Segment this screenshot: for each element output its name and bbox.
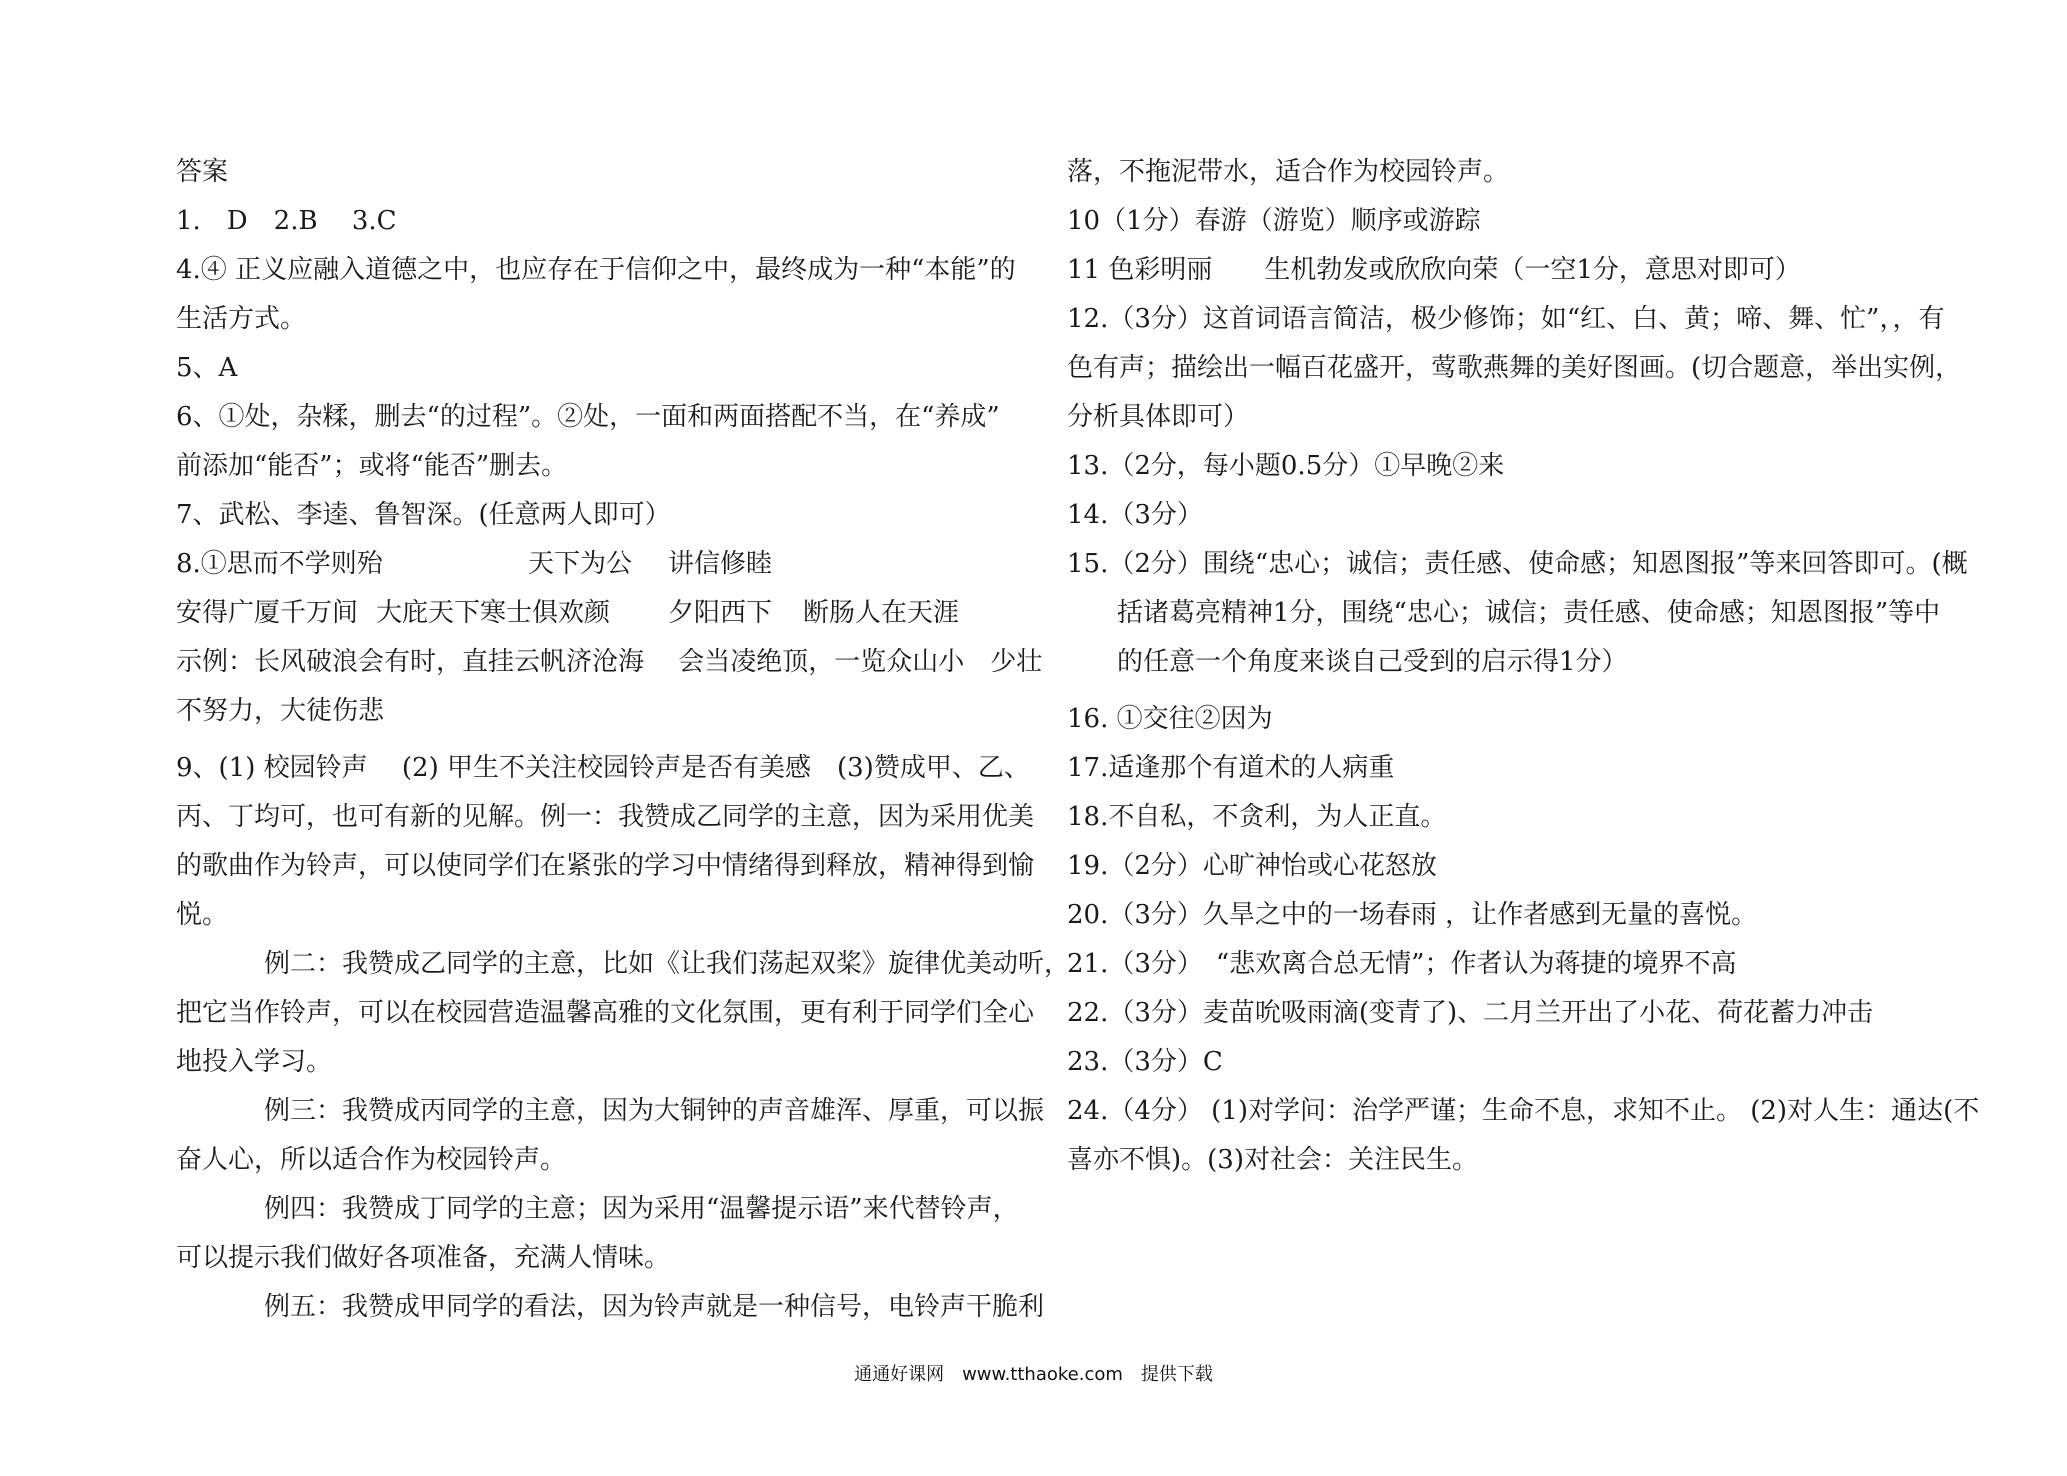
page-footer: 通通好课网 www.tthaoke.com 提供下载 — [854, 1364, 1213, 1385]
answer-q9-line4: 悦。 — [176, 900, 229, 930]
q8-item: 夕阳西下 — [668, 598, 773, 628]
answer-title: 答案 — [176, 157, 229, 187]
left-column — [176, 148, 1071, 1332]
answer-q24-line1: 24.（4分） (1)对学问：治学严谨；生命不息，求知不止。 (2)对人生：通达(不 — [1067, 1096, 1980, 1126]
answer-q21: 21.（3分） “悲欢离合总无情”；作者认为蒋捷的境界不高 — [1067, 949, 1737, 979]
answer-q1-3: 1. D 2.B 3.C — [176, 206, 397, 236]
answer-q8-line4: 不努力，大徒伤悲 — [176, 696, 385, 726]
answer-q12-line2: 色有声；描绘出一幅百花盛开，莺歌燕舞的美好图画。(切合题意，举出实例， — [1067, 353, 1962, 383]
answer-q15-line3: 的任意一个角度来谈自己受到的启示得1分） — [1117, 647, 1628, 677]
example2-line1: 例二：我赞成乙同学的主意，比如《让我们荡起双桨》旋律优美动听， — [264, 949, 1071, 979]
example3-line2: 奋人心，所以适合作为校园铃声。 — [176, 1145, 567, 1175]
q8-item: 安得广厦千万间 — [176, 598, 359, 628]
answer-q19: 19.（2分）心旷神怡或心花怒放 — [1067, 851, 1437, 881]
answer-q6-line2: 前添加“能否”；或将“能否”删去。 — [176, 451, 568, 481]
answer-q22: 22.（3分）麦苗吮吸雨滴(变青了)、二月兰开出了小花、荷花蓄力冲击 — [1067, 998, 1874, 1028]
example2-line3: 地投入学习。 — [176, 1047, 333, 1077]
answer-q14: 14.（3分） — [1067, 500, 1203, 530]
answer-q15-line2: 括诸葛亮精神1分，围绕“忠心；诚信；责任感、使命感；知恩图报”等中 — [1117, 598, 1941, 628]
answer-q13: 13.（2分，每小题0.5分）①早晚②来 — [1067, 451, 1505, 481]
answer-q10: 10（1分）春游（游览）顺序或游踪 — [1067, 206, 1481, 236]
q8-item: 8.①思而不学则殆 — [176, 549, 383, 579]
answer-q8-line2 — [176, 589, 1030, 638]
answer-q8-line3: 示例：长风破浪会有时，直挂云帆济沧海 会当凌绝顶，一览众山小 少壮 — [176, 647, 1043, 677]
answer-q9-line1: 9、(1) 校园铃声 (2) 甲生不关注校园铃声是否有美感 (3)赞成甲、乙、 — [176, 753, 1030, 783]
example2-line2: 把它当作铃声，可以在校园营造温馨高雅的文化氛围，更有利于同学们全心 — [176, 998, 1035, 1028]
answer-q8-line1 — [176, 540, 1030, 589]
right-column — [1067, 148, 1980, 1185]
answer-q9-line3: 的歌曲作为铃声，可以使同学们在紧张的学习中情绪得到释放，精神得到愉 — [176, 851, 1035, 881]
answer-q15-line1: 15.（2分）围绕“忠心；诚信；责任感、使命感；知恩图报”等来回答即可。(概 — [1067, 549, 1968, 579]
answer-q20: 20.（3分）久旱之中的一场春雨 ，让作者感到无量的喜悦。 — [1067, 900, 1758, 930]
answer-q18: 18.不自私，不贪利，为人正直。 — [1067, 802, 1447, 832]
example5-line2: 落，不拖泥带水，适合作为校园铃声。 — [1067, 157, 1510, 187]
answer-q16: 16. ①交往②因为 — [1067, 704, 1273, 734]
answer-q4-line2: 生活方式。 — [176, 304, 307, 334]
answer-q11: 11 色彩明丽 生机勃发或欣欣向荣（一空1分，意思对即可） — [1067, 255, 1801, 285]
q8-item: 断肠人在天涯 — [803, 598, 960, 628]
q8-item: 讲信修睦 — [668, 549, 773, 579]
answer-q5: 5、A — [176, 353, 238, 383]
q8-item: 大庇天下寒士俱欢颜 — [376, 598, 611, 628]
answer-q23: 23.（3分）C — [1067, 1047, 1223, 1077]
answer-q4-line1: 4.④ 正义应融入道德之中，也应存在于信仰之中，最终成为一种“本能”的 — [176, 255, 1016, 285]
q8-item: 天下为公 — [528, 549, 633, 579]
answer-q7: 7、武松、李逵、鲁智深。(任意两人即可） — [176, 500, 671, 530]
example4-line1: 例四：我赞成丁同学的主意；因为采用“温馨提示语”来代替铃声， — [264, 1194, 1019, 1224]
example5-line1: 例五：我赞成甲同学的看法，因为铃声就是一种信号，电铃声干脆利 — [264, 1292, 1045, 1322]
example4-line2: 可以提示我们做好各项准备，充满人情味。 — [176, 1243, 671, 1273]
answer-q9-line2: 丙、丁均可，也可有新的见解。例一：我赞成乙同学的主意，因为采用优美 — [176, 802, 1035, 832]
answer-q12-line1: 12.（3分）这首词语言简洁，极少修饰；如“红、白、黄；啼、舞、忙”，，有 — [1067, 304, 1945, 334]
answer-q17: 17.适逢那个有道术的人病重 — [1067, 753, 1395, 783]
answer-q6-line1: 6、①处，杂糅，删去“的过程”。②处，一面和两面搭配不当，在“养成” — [176, 402, 1000, 432]
example3-line1: 例三：我赞成丙同学的主意，因为大铜钟的声音雄浑、厚重，可以振 — [264, 1096, 1045, 1126]
answer-q24-line2: 喜亦不惧)。(3)对社会：关注民生。 — [1067, 1145, 1478, 1175]
answer-q12-line3: 分析具体即可） — [1067, 402, 1250, 432]
